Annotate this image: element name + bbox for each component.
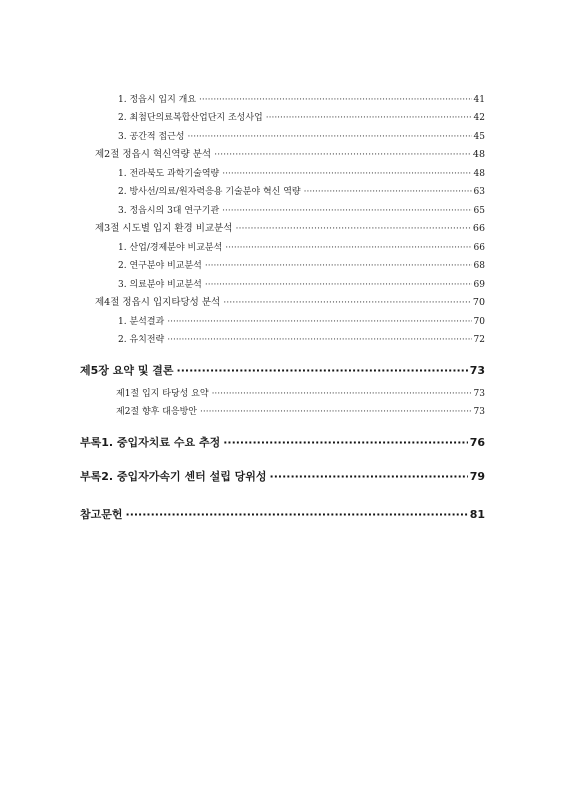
toc-entry-page: 68	[473, 261, 485, 271]
toc-section-page: 48	[472, 149, 485, 160]
dot-leader	[222, 205, 471, 217]
toc-section[interactable]	[95, 297, 485, 309]
toc-references-page: 81	[469, 508, 485, 521]
toc-entry-page: 69	[473, 280, 485, 290]
toc-entry-label: 2. 최첨단의료복합산업단지 조성사업	[118, 113, 263, 123]
toc-entry-page: 63	[473, 187, 485, 197]
toc-section[interactable]	[95, 149, 485, 161]
toc-entry-label: 2. 방사선/의료/원자력응용 기술분야 혁신 역량	[118, 187, 301, 197]
dot-leader	[187, 131, 471, 143]
toc-entry-page: 48	[473, 169, 485, 179]
toc-entry-page: 72	[473, 335, 485, 345]
toc-appendix-label: 부록1. 중입자치료 수요 추정	[80, 436, 221, 449]
toc-section-label: 제4절 정읍시 입지타당성 분석	[95, 297, 221, 308]
dot-leader	[177, 364, 468, 378]
dot-leader	[200, 406, 472, 418]
dot-leader	[126, 508, 468, 522]
dot-leader	[223, 297, 471, 309]
toc-appendix-page: 79	[469, 470, 485, 483]
toc-entry-page: 66	[473, 243, 485, 253]
toc-chapter-page: 73	[469, 364, 485, 377]
toc-entry[interactable]	[118, 131, 485, 143]
toc-entry-page: 41	[473, 95, 485, 105]
toc-entry[interactable]	[118, 316, 485, 328]
toc-entry[interactable]	[118, 168, 485, 180]
toc-entry-label: 2. 연구분야 비교분석	[118, 261, 202, 271]
toc-entry-label: 1. 정읍시 입지 개요	[118, 95, 197, 105]
toc-section[interactable]	[116, 388, 485, 400]
toc-entry-page: 42	[473, 113, 485, 123]
toc-section-label: 제2절 향후 대응방안	[116, 407, 198, 417]
dot-leader	[222, 168, 471, 180]
toc-entry-label: 2. 유치전략	[118, 335, 165, 345]
toc-section-label: 제2절 정읍시 혁신역량 분석	[95, 149, 212, 160]
toc-appendix[interactable]	[80, 436, 485, 450]
toc-entry[interactable]	[118, 112, 485, 124]
toc-entry-page: 70	[473, 317, 485, 327]
dot-leader	[212, 388, 472, 400]
dot-leader	[199, 94, 472, 106]
toc-entry[interactable]	[118, 94, 485, 106]
toc-entry-label: 1. 분석결과	[118, 317, 165, 327]
toc-section[interactable]	[116, 406, 485, 418]
toc-entry-page: 45	[473, 132, 485, 142]
toc-entry-label: 3. 의료분야 비교분석	[118, 280, 202, 290]
toc-entry-label: 3. 공간적 접근성	[118, 132, 185, 142]
dot-leader	[205, 279, 472, 291]
dot-leader	[270, 470, 468, 484]
toc-section-label: 제3절 시도별 입지 환경 비교분석	[95, 223, 233, 234]
toc-appendix[interactable]	[80, 470, 485, 484]
toc-entry-label: 3. 정읍시의 3대 연구기관	[118, 206, 220, 216]
toc-entry-label: 1. 전라북도 과학기술역량	[118, 169, 220, 179]
dot-leader	[266, 112, 472, 124]
dot-leader	[223, 436, 467, 450]
toc-references[interactable]	[80, 508, 485, 522]
toc-entry[interactable]	[118, 186, 485, 198]
toc-section[interactable]	[95, 223, 485, 235]
toc-entry[interactable]	[118, 242, 485, 254]
dot-leader	[304, 186, 472, 198]
toc-section-page: 66	[472, 223, 485, 234]
toc-entry-page: 65	[473, 206, 485, 216]
toc-entry[interactable]	[118, 334, 485, 346]
toc-section-label: 제1절 입지 타당성 요약	[116, 389, 209, 399]
dot-leader	[167, 334, 471, 346]
toc-entry[interactable]	[118, 279, 485, 291]
toc-chapter[interactable]	[80, 364, 485, 378]
dot-leader	[205, 260, 472, 272]
toc-chapter-label: 제5장 요약 및 결론	[80, 364, 174, 377]
dot-leader	[167, 316, 471, 328]
toc-section-page: 70	[472, 297, 485, 308]
toc-entry-label: 1. 산업/경제분야 비교분석	[118, 243, 223, 253]
toc-appendix-page: 76	[469, 436, 485, 449]
toc-entry[interactable]	[118, 260, 485, 272]
toc-section-page: 73	[473, 407, 485, 417]
toc-section-page: 73	[473, 389, 485, 399]
dot-leader	[235, 223, 470, 235]
toc-references-label: 참고문헌	[80, 508, 123, 521]
toc-appendix-label: 부록2. 중입자가속기 센터 설립 당위성	[80, 470, 267, 483]
dot-leader	[214, 149, 471, 161]
toc-entry[interactable]	[118, 205, 485, 217]
dot-leader	[225, 242, 471, 254]
